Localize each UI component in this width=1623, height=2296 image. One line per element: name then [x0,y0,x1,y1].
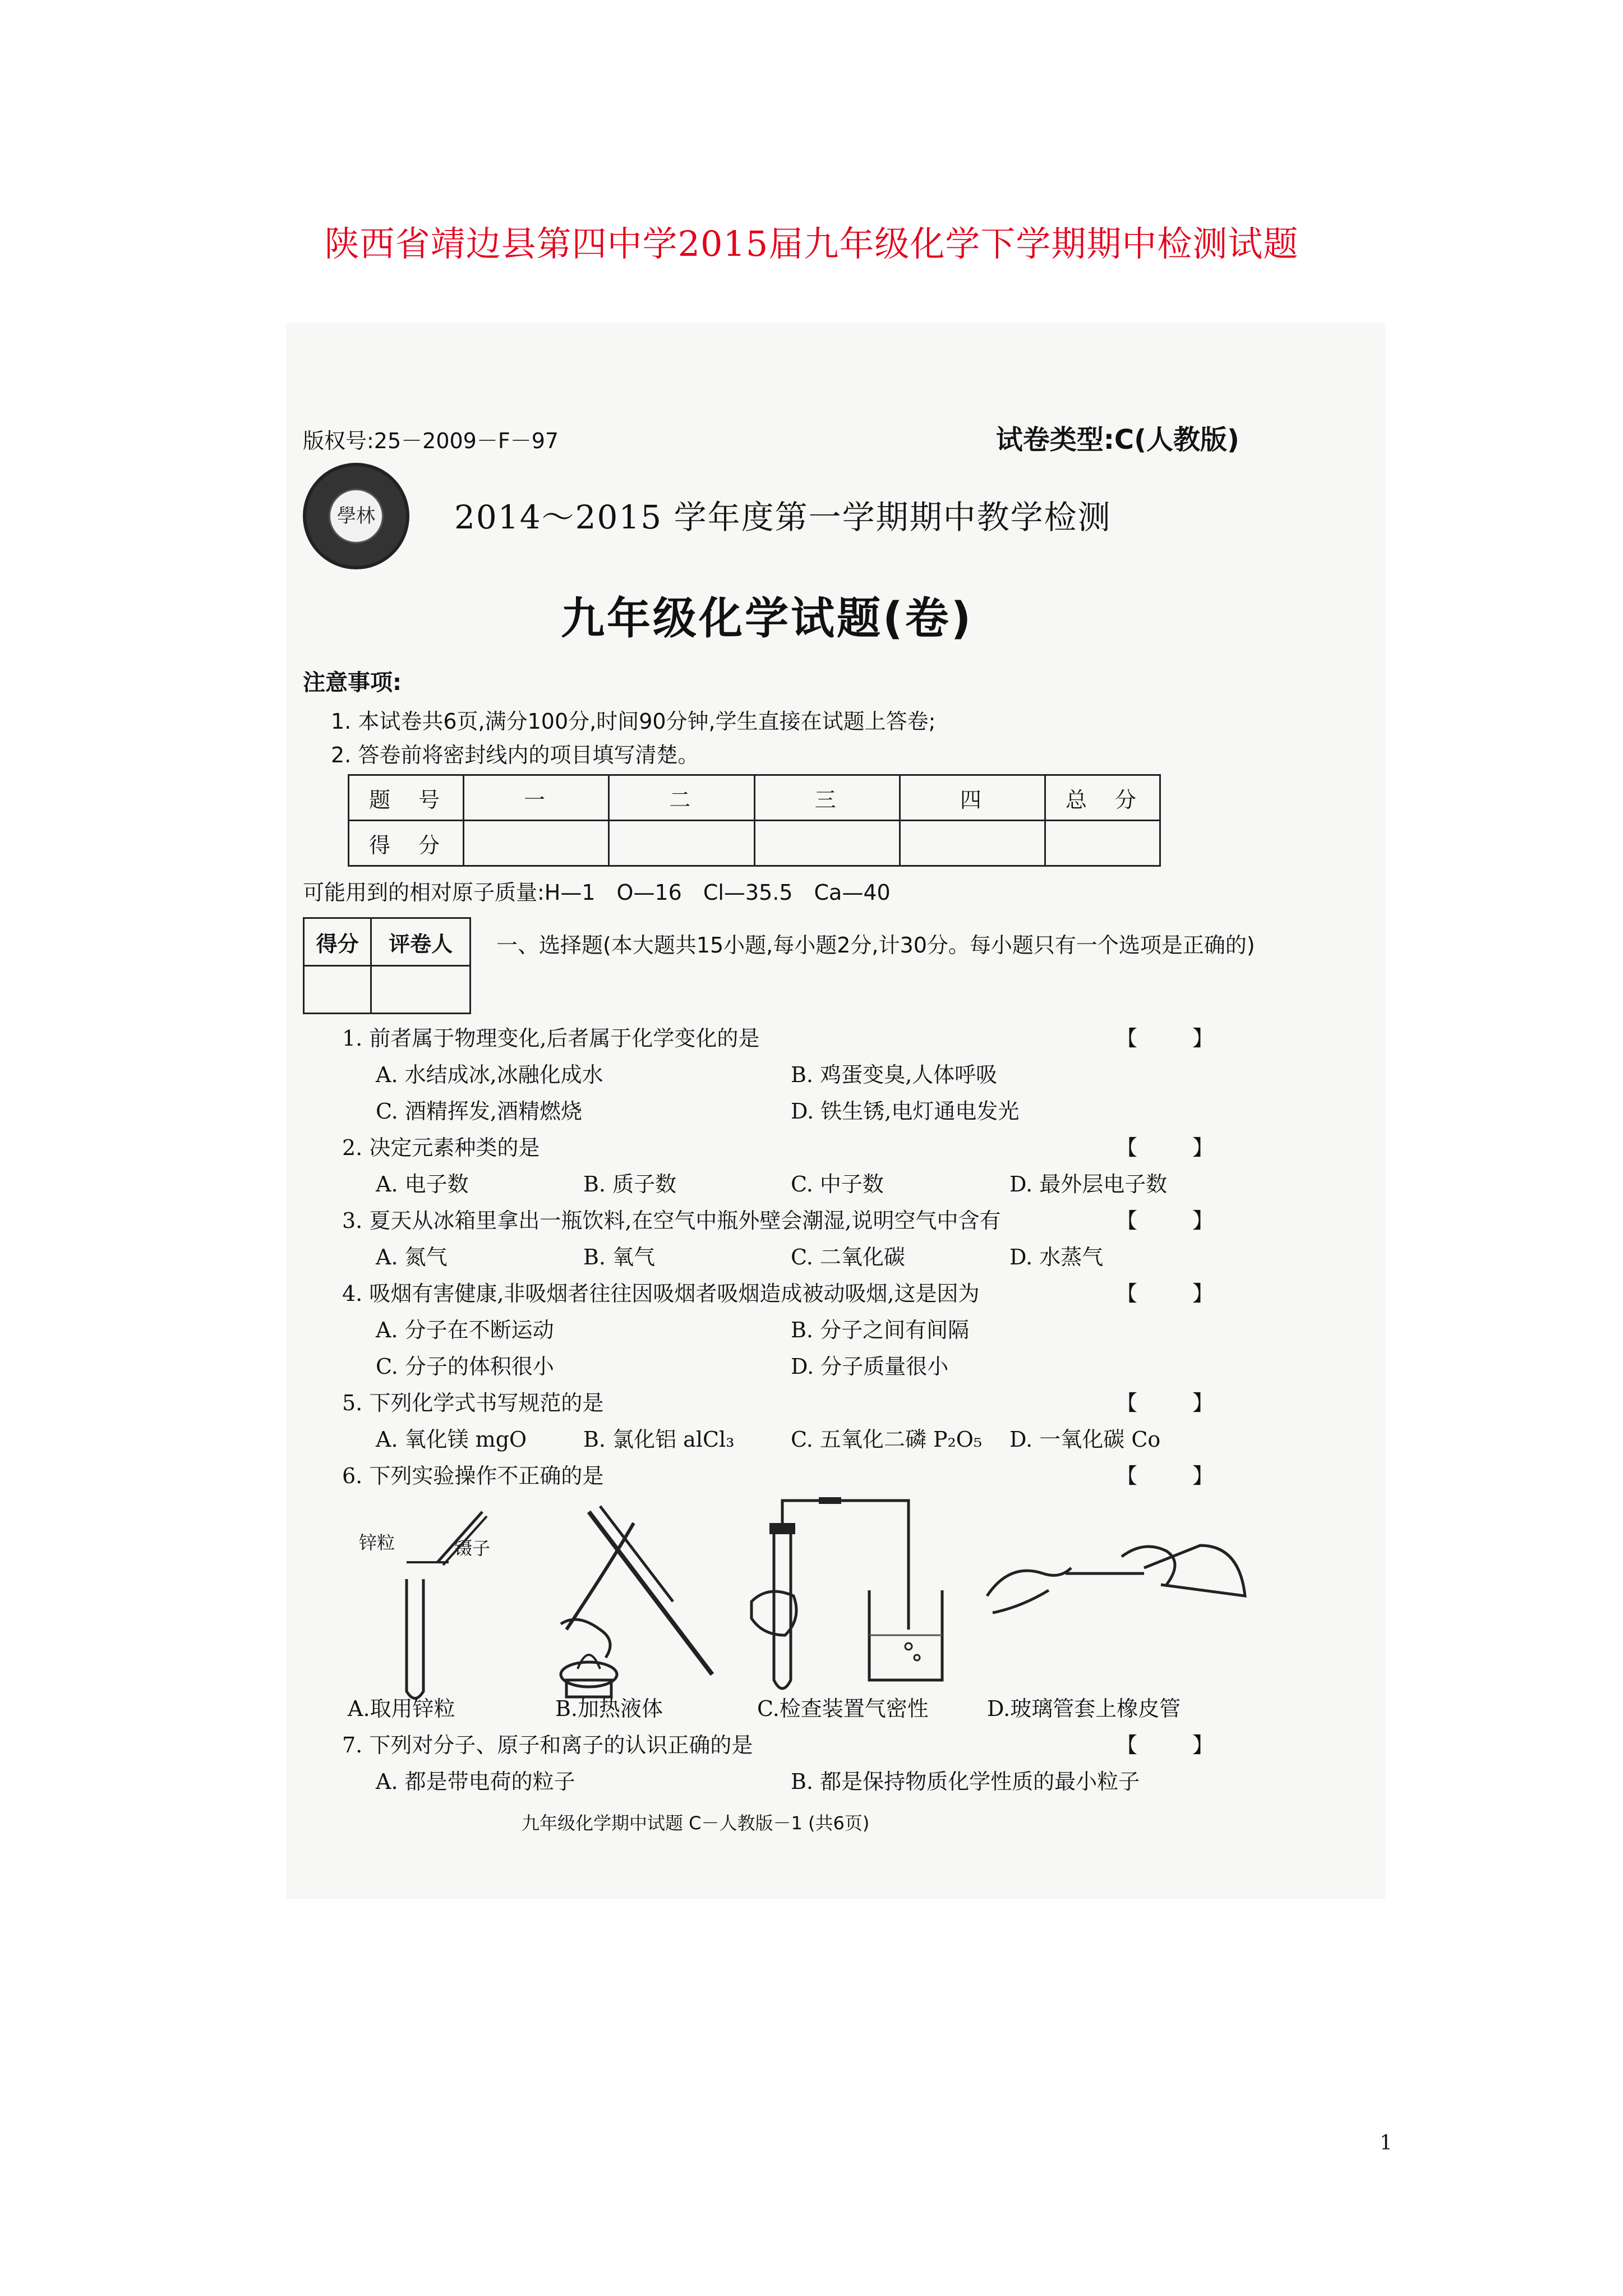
option: C. 分子的体积很小 [376,1354,554,1379]
answer-bracket[interactable]: 【 】 [1116,1208,1231,1233]
option: D. 铁生锈,电灯通电发光 [791,1099,1020,1124]
score-row-label: 得 分 [349,821,464,866]
exam-subtitle: 2014～2015 学年度第一学期期中教学检测 [454,498,1112,536]
score-header-cell: 一 [464,775,609,821]
option: D. 分子质量很小 [791,1354,949,1379]
option: D. 最外层电子数 [1009,1172,1168,1197]
question-stem: 1. 前者属于物理变化,后者属于化学变化的是 [342,1026,760,1051]
score-cell[interactable] [464,821,609,866]
option: A. 水结成冰,冰融化成水 [376,1062,603,1087]
option: C. 五氧化二磷 P₂O₅ [791,1427,983,1452]
paper-type: 试卷类型:C(人教版) [995,424,1239,455]
option: B. 分子之间有间隔 [791,1318,970,1342]
score-cell[interactable] [1045,821,1160,866]
grader-score-cell[interactable] [304,966,371,1014]
section-one-instructions: 一、选择题(本大题共15小题,每小题2分,计30分。每小题只有一个选项是正确的) [496,933,1255,958]
option: C. 二氧化碳 [791,1245,905,1269]
question-stem: 6. 下列实验操作不正确的是 [342,1464,604,1488]
option: A. 电子数 [376,1172,469,1197]
page-number: 1 [1380,2132,1393,2155]
answer-bracket[interactable]: 【 】 [1116,1733,1231,1757]
question-stem: 5. 下列化学式书写规范的是 [342,1391,604,1415]
seal-center: 學林 [329,489,384,544]
option: C. 中子数 [791,1172,884,1197]
option: B. 氧气 [583,1245,656,1269]
glass-tube-rubber-illustration [976,1512,1256,1680]
option: A. 分子在不断运动 [376,1318,554,1342]
score-header-cell: 二 [609,775,754,821]
option: B. 氯化铝 alCl₃ [583,1427,735,1452]
answer-bracket[interactable]: 【 】 [1116,1391,1231,1415]
question-stem: 3. 夏天从冰箱里拿出一瓶饮料,在空气中瓶外壁会潮湿,说明空气中含有 [342,1208,1001,1233]
exam-main-title: 九年级化学试题(卷) [561,593,974,644]
figure-label-zinc: 锌粒 [359,1532,395,1553]
figure-label-tweezers: 镊子 [454,1538,491,1559]
test-tube-tweezers-illustration [353,1501,538,1708]
answer-bracket[interactable]: 【 】 [1116,1135,1231,1160]
school-seal-logo [303,463,409,569]
grader-name-cell[interactable] [371,966,471,1014]
note-item: 1. 本试卷共6页,满分100分,时间90分钟,学生直接在试题上答卷; [331,709,936,734]
option: A. 氮气 [376,1245,448,1269]
question-stem: 7. 下列对分子、原子和离子的认识正确的是 [342,1733,753,1757]
score-header-cell: 总 分 [1045,775,1160,821]
grader-name-label: 评卷人 [371,918,471,966]
option: D. 水蒸气 [1009,1245,1104,1269]
page-title: 陕西省靖边县第四中学2015届九年级化学下学期期中检测试题 [324,223,1299,264]
option: B. 鸡蛋变臭,人体呼吸 [791,1062,998,1087]
score-header-cell: 题 号 [349,775,464,821]
figure-caption-d: D.玻璃管套上橡皮管 [987,1696,1181,1721]
question-stem: 4. 吸烟有害健康,非吸烟者往往因吸烟者吸烟造成被动吸烟,这是因为 [342,1281,980,1306]
answer-bracket[interactable]: 【 】 [1116,1464,1231,1488]
score-cell[interactable] [754,821,900,866]
answer-bracket[interactable]: 【 】 [1116,1026,1231,1051]
score-cell[interactable] [609,821,754,866]
option: C. 酒精挥发,酒精燃烧 [376,1099,582,1124]
figure-caption-b: B.加热液体 [555,1696,663,1721]
grader-score-label: 得分 [304,918,371,966]
grader-box [303,917,471,1014]
airtightness-check-illustration [740,1489,953,1708]
answer-bracket[interactable]: 【 】 [1116,1281,1231,1306]
score-header-cell: 四 [900,775,1045,821]
score-cell[interactable] [900,821,1045,866]
option: B. 质子数 [583,1172,677,1197]
scanned-exam-page [286,323,1385,1899]
question-stem: 2. 决定元素种类的是 [342,1135,540,1160]
notes-heading: 注意事项: [303,670,402,696]
figure-caption-a: A.取用锌粒 [348,1696,455,1721]
page-footer: 九年级化学期中试题 C－人教版－1 (共6页) [522,1812,870,1834]
copyright-number: 版权号:25－2009－F－97 [303,429,559,453]
heating-liquid-illustration [544,1489,729,1708]
option: D. 一氧化碳 Co [1009,1427,1161,1452]
score-table [348,774,1161,867]
score-header-cell: 三 [754,775,900,821]
note-item: 2. 答卷前将密封线内的项目填写清楚。 [331,743,699,767]
option: A. 氧化镁 mgO [376,1427,527,1452]
figure-caption-c: C.检查装置气密性 [757,1696,929,1721]
option: B. 都是保持物质化学性质的最小粒子 [791,1769,1140,1794]
option: A. 都是带电荷的粒子 [376,1769,575,1794]
atomic-masses: 可能用到的相对原子质量:H—1 O—16 Cl—35.5 Ca—40 [303,880,891,905]
